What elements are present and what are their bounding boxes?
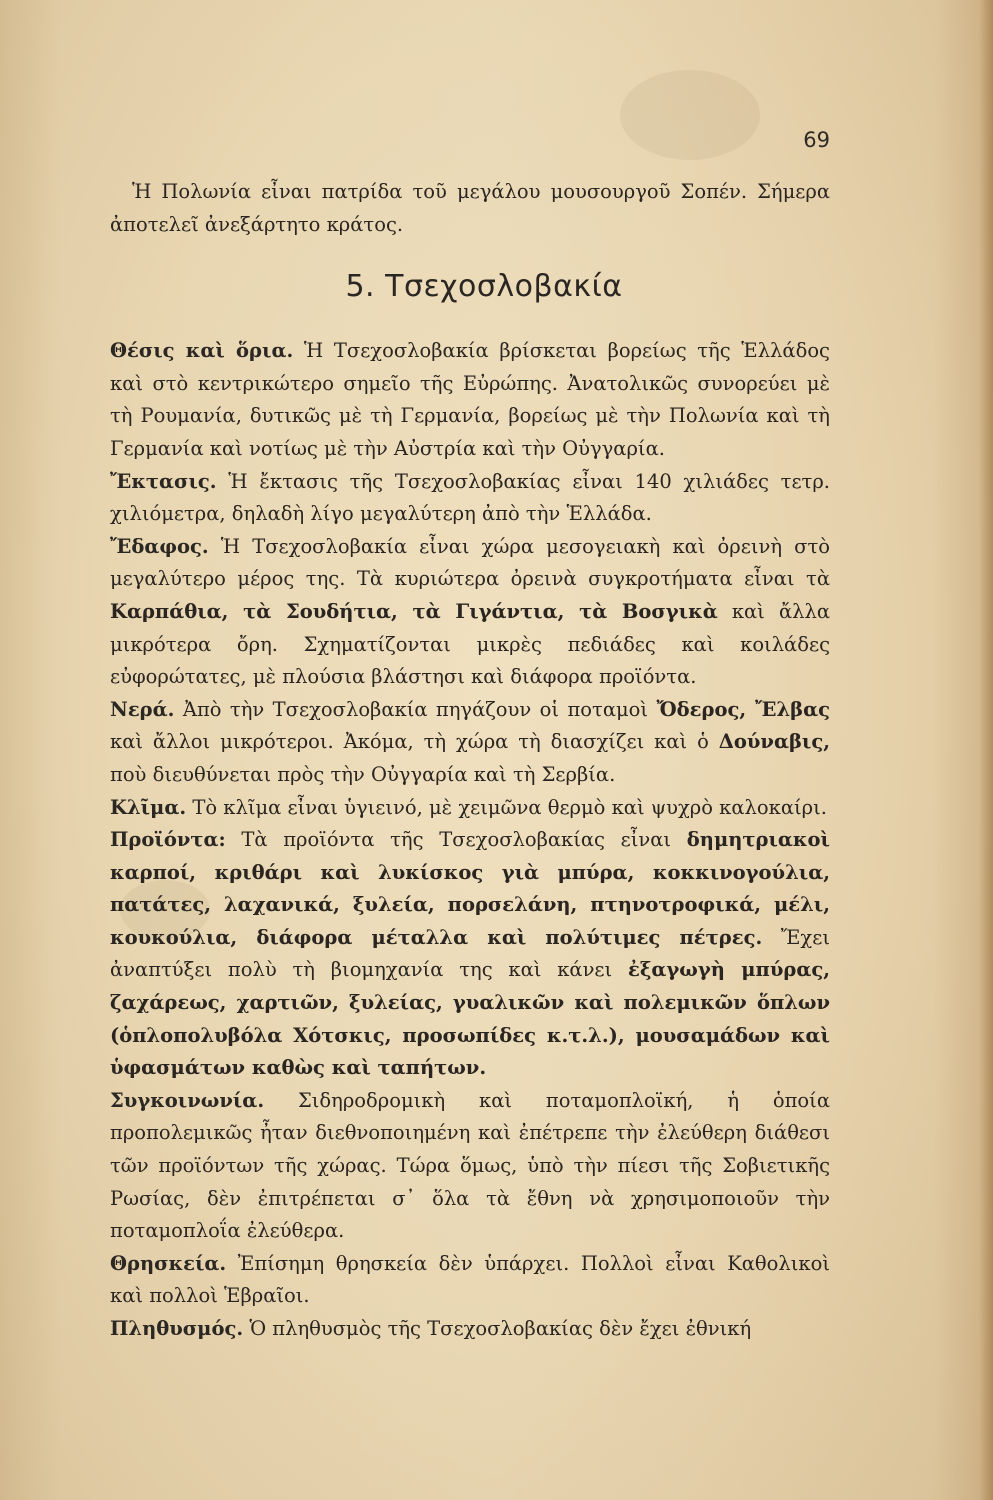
section-religion xyxy=(110,1248,830,1313)
section-heading: Νερά. xyxy=(110,697,175,721)
section-heading: Ἔδαφος. xyxy=(110,534,209,558)
section-text: Ἡ Τσεχοσλοβακία βρίσκεται βορείως τῆς Ἑλλάδος καὶ στὸ κεντρικώτερο σημεῖο τῆς Εὐρώπης. Ἀνατολικῶς συνορεύει μὲ τὴ Ρουμανία, δυτικῶς μὲ τὴ Γερμανία, βορείως μὲ τὴν Πολωνία καὶ τὴ Γερμανία καὶ νοτίως μὲ τὴν Αὐστρία καὶ τὴν Οὐγγαρία. xyxy=(110,339,830,460)
section-text: Ἀπὸ τὴν Τσεχοσλοβακία πηγάζουν οἱ ποταμοὶ xyxy=(174,697,657,721)
product-list: δημητριακοὶ καρποί, κριθάρι καὶ λυκίσκος γιὰ μπύρα, κοκκινογούλια, πατάτες, λαχανικά, ξυλεία, πορσελάνη, πτηνοτροφικά, μέλι, κουκούλια, διάφορα μέταλλα καὶ πολύτιμες πέτρες. xyxy=(110,828,830,949)
intro-paragraph: Ἡ Πολωνία εἶναι πατρίδα τοῦ μεγάλου μουσουργοῦ Σοπέν. Σήμερα ἀποτελεῖ ἀνεξάρτητο κράτος. xyxy=(110,180,830,236)
section-position xyxy=(110,335,830,465)
section-text: Ἐπίσημη θρησκεία δὲν ὑπάρχει. Πολλοὶ εἶναι Καθολικοὶ καὶ πολλοὶ Ἑβραῖοι. xyxy=(110,1251,830,1308)
mountain-names: Καρπάθια, τὰ Σουδήτια, τὰ Γιγάντια, τὰ Βοσγικὰ xyxy=(110,599,718,623)
page-body xyxy=(110,176,830,1346)
section-heading: Συγκοινωνία. xyxy=(110,1088,265,1112)
section-text: Σιδηροδρομικὴ καὶ ποταμοπλοϊκή, ἡ ὁποία προπολεμικῶς ἦταν διεθνοποιημένη καὶ ἐπέτρεπε τὴν ἐλεύθερη διάθεσι τῶν προϊόντων τῆς χώρας. Τώρα ὅμως, ὑπὸ τὴν πίεσι τῆς Σοβιετικῆς Ρωσίας, δὲν ἐπιτρέπεται σ᾿ ὅλα τὰ ἔθνη νὰ χρησιμοποιοῦν τὴν ποταμοπλοΐα ἐλεύθερα. xyxy=(110,1088,830,1243)
section-text: Τὸ κλῖμα εἶναι ὑγιεινό, μὲ χειμῶνα θερμὸ καὶ ψυχρὸ καλοκαίρι. xyxy=(186,795,827,819)
section-text: Ὁ πληθυσμὸς τῆς Τσεχοσλοβακίας δὲν ἔχει ἐθνική xyxy=(243,1317,752,1340)
paper-stain xyxy=(620,70,760,160)
section-population xyxy=(110,1313,830,1346)
section-text: Ἔχει ἀναπτύξει πολὺ τὴ βιομηχανία της καὶ κάνει xyxy=(110,925,830,982)
section-heading: Πληθυσμός. xyxy=(110,1317,244,1340)
section-text: καὶ ἄλλα μικρότερα ὄρη. Σχηματίζονται μικρὲς πεδιάδες καὶ κοιλάδες εὐφορώτατες, μὲ πλούσια βλάστησι καὶ διάφορα προϊόντα. xyxy=(110,599,830,689)
section-heading: Θρησκεία. xyxy=(110,1251,227,1275)
section-waters xyxy=(110,694,830,792)
section-heading: Ἔκτασις. xyxy=(110,469,217,493)
section-text: Τὰ προϊόντα τῆς Τσεχοσλοβακίας εἶναι xyxy=(225,828,687,852)
section-climate xyxy=(110,792,830,825)
section-area xyxy=(110,466,830,531)
section-text: ποὺ διευθύνεται πρὸς τὴν Οὐγγαρία καὶ τὴ Σερβία. xyxy=(110,762,616,786)
section-heading: Κλῖμα. xyxy=(110,795,187,819)
page-edge-shadow xyxy=(979,0,993,1500)
section-transport xyxy=(110,1085,830,1248)
export-list: ἐξαγωγὴ μπύρας, ζαχάρεως, χαρτιῶν, ξυλείας, γυαλικῶν καὶ πολεμικῶν ὅπλων (ὁπλοπολυβόλα Χότσκις, προσωπίδες κ.τ.λ.), μουσαμάδων καὶ ὑφασμάτων καθὼς καὶ ταπήτων. xyxy=(110,958,830,1080)
section-terrain xyxy=(110,531,830,694)
section-heading: Θέσις καὶ ὅρια. xyxy=(110,339,294,363)
section-heading: Προϊόντα: xyxy=(110,828,226,852)
section-products xyxy=(110,824,830,1085)
page-number: 69 xyxy=(803,128,830,152)
section-text: Ἡ ἔκτασις τῆς Τσεχοσλοβακίας εἶναι 140 χιλιάδες τετρ. χιλιόμετρα, δηλαδὴ λίγο μεγαλύτερη ἀπὸ τὴν Ἑλλάδα. xyxy=(110,469,830,526)
section-text: καὶ ἄλλοι μικρότεροι. Ἀκόμα, τὴ χώρα τὴ διασχίζει καὶ ὁ xyxy=(110,730,719,754)
section-text: Ἡ Τσεχοσλοβακία εἶναι χώρα μεσογειακὴ καὶ ὀρεινὴ στὸ μεγαλύτερο μέρος της. Τὰ κυριώτερα ὀρεινὰ συγκροτήματα εἶναι τὰ xyxy=(110,534,830,591)
chapter-title: 5. Τσεχοσλοβακία xyxy=(345,269,623,305)
danube-name: Δούναβις, xyxy=(718,730,830,754)
river-names: Ὄδερος, Ἔλβας xyxy=(656,697,830,721)
